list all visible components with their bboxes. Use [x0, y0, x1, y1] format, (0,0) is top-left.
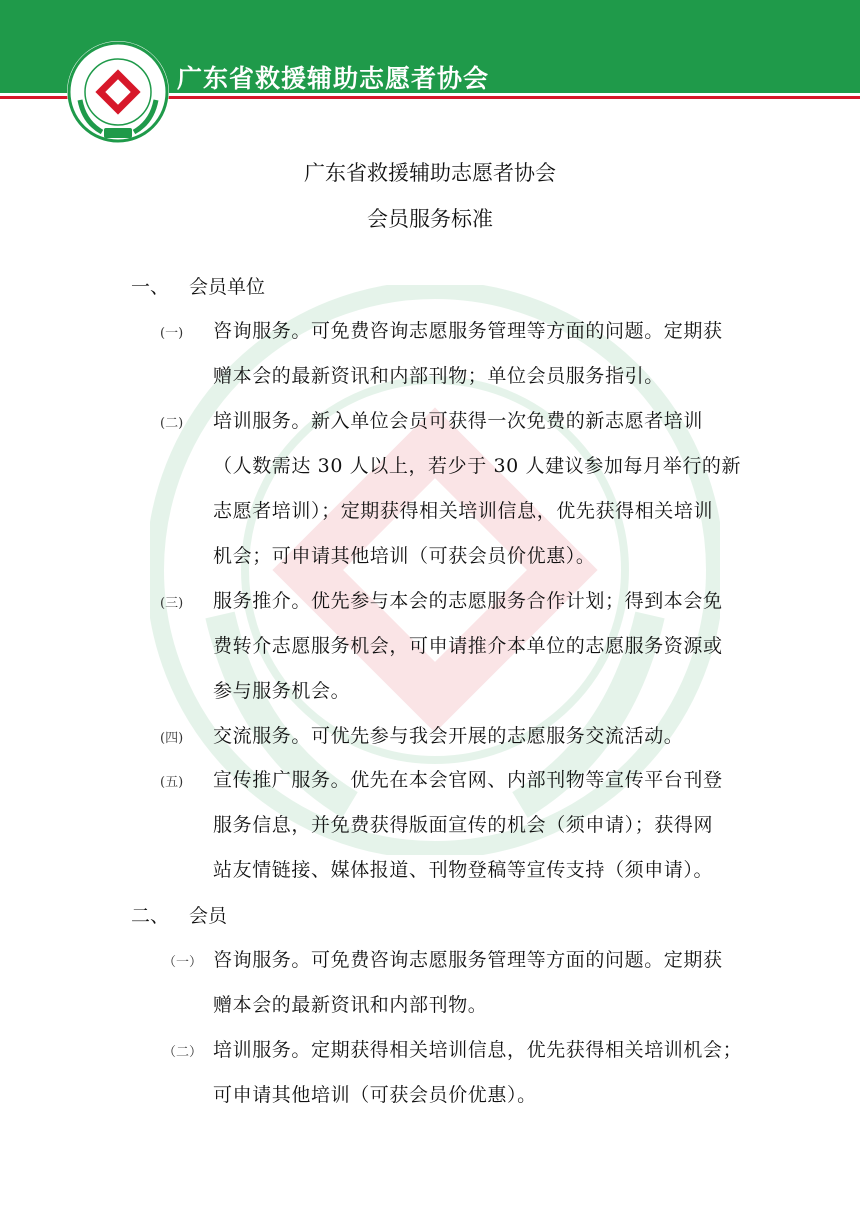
section-heading — [131, 901, 227, 928]
item-line: 赠本会的最新资讯和内部刊物。 — [213, 994, 488, 1016]
section-number: 二、 — [131, 905, 170, 927]
item-line: 可申请其他培训（可获会员价优惠）。 — [213, 1084, 537, 1106]
item-line: 培训服务。定期获得相关培训信息，优先获得相关培训机会； — [213, 1039, 743, 1061]
item-line: 机会；可申请其他培训（可获会员价优惠）。 — [213, 545, 596, 567]
item-line: 服务推介。优先参与本会的志愿服务合作计划；得到本会免 — [213, 590, 723, 612]
item-line: 宣传推广服务。优先在本会官网、内部刊物等宣传平台刊登 — [213, 769, 723, 791]
header-org-name: 广东省救援辅助志愿者协会 — [177, 64, 490, 93]
item-number: (四) — [160, 731, 184, 746]
item-number: (三) — [160, 596, 184, 611]
document-title: 广东省救援辅助志愿者协会 — [304, 161, 556, 185]
item-line: 费转介志愿服务机会，可申请推介本单位的志愿服务资源或 — [213, 635, 723, 657]
section-title: 会员单位 — [189, 276, 266, 298]
section-heading — [131, 272, 265, 299]
item-number: （一） — [163, 955, 203, 970]
association-logo-icon — [66, 40, 170, 144]
section-number: 一、 — [131, 276, 170, 298]
item-line: 参与服务机会。 — [213, 680, 351, 702]
item-number: (一) — [160, 326, 184, 341]
item-number: (二) — [160, 416, 184, 431]
item-line: 志愿者培训）；定期获得相关培训信息，优先获得相关培训 — [213, 500, 714, 522]
item-line: 咨询服务。可免费咨询志愿服务管理等方面的问题。定期获 — [213, 320, 723, 342]
document-subtitle: 会员服务标准 — [367, 207, 493, 231]
section-title: 会员 — [189, 905, 228, 927]
item-line: 交流服务。可优先参与我会开展的志愿服务交流活动。 — [213, 725, 684, 747]
item-line: 服务信息，并免费获得版面宣传的机会（须申请）；获得网 — [213, 814, 714, 836]
item-line: 站友情链接、媒体报道、刊物登稿等宣传支持（须申请）。 — [213, 859, 714, 881]
item-number: (五) — [160, 775, 184, 790]
item-number: （二） — [163, 1045, 203, 1060]
item-line: 咨询服务。可免费咨询志愿服务管理等方面的问题。定期获 — [213, 949, 723, 971]
item-line: （人数需达 30 人以上，若少于 30 人建议参加每月举行的新 — [213, 455, 742, 477]
item-line: 赠本会的最新资讯和内部刊物；单位会员服务指引。 — [213, 365, 664, 387]
item-line: 培训服务。新入单位会员可获得一次免费的新志愿者培训 — [213, 410, 704, 432]
